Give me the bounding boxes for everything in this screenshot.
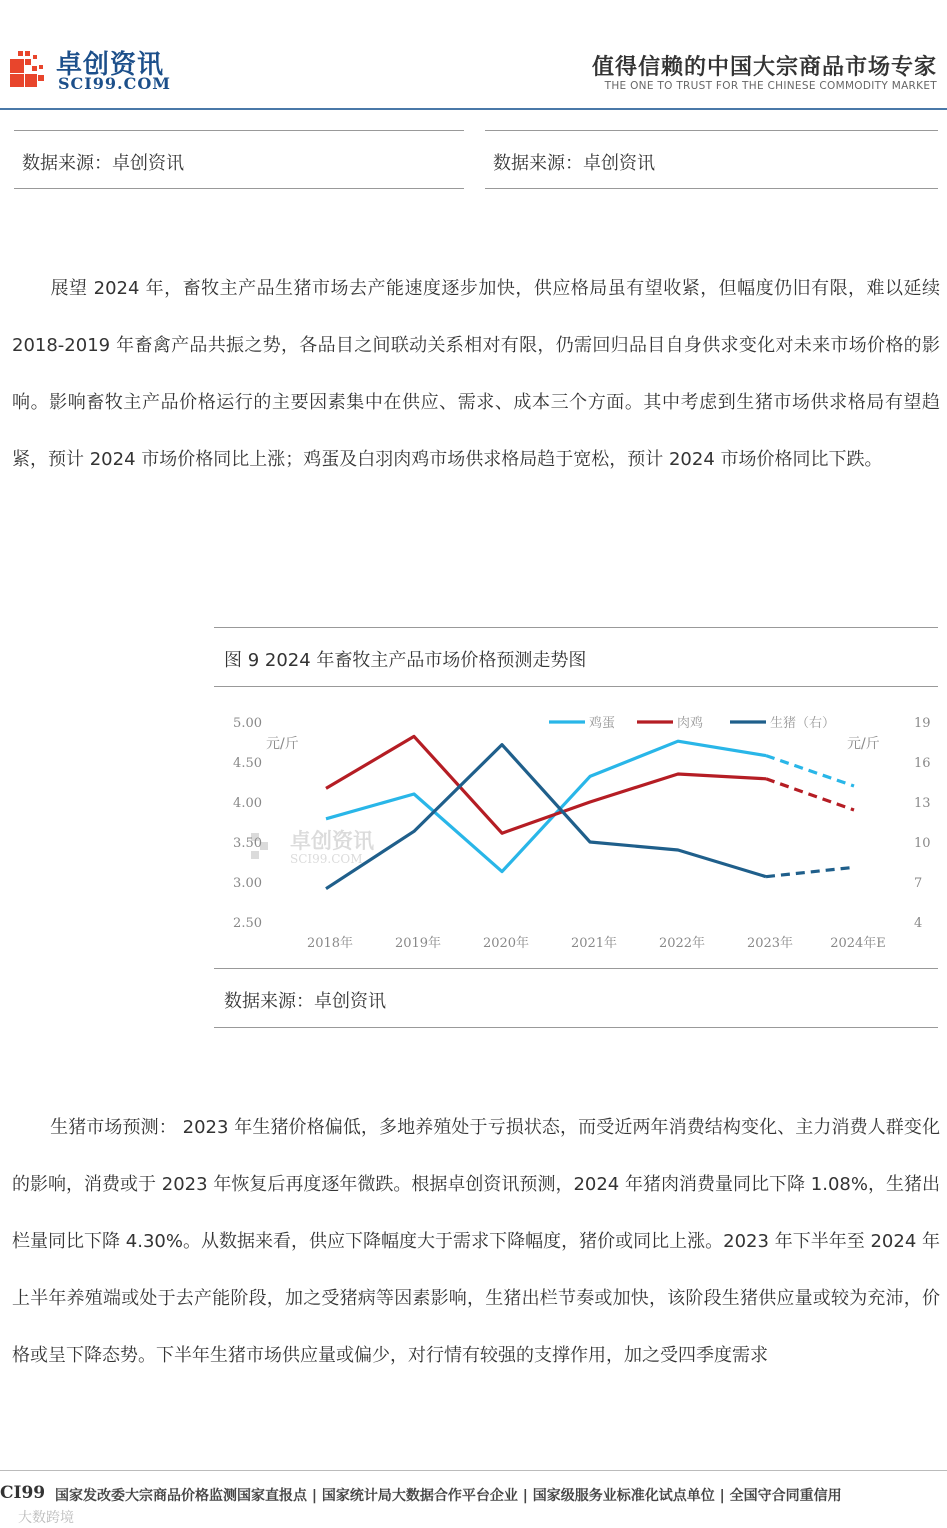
paragraph-hog-forecast [12,1099,940,1384]
series-line-forecast [766,779,854,810]
footer-logo: CI99 [0,1483,46,1503]
figure-title-box [214,627,938,687]
logo-english: SCI99.COM [58,74,171,93]
sci99-logo-icon [10,47,50,87]
x-tick-label: 2023年 [746,936,794,951]
source-label: 数据来源：卓创资讯 [22,153,184,174]
x-tick-label: 2019年 [394,936,442,951]
right-axis-ticks [914,716,931,931]
series-line-forecast [766,867,854,876]
left-tick-label: 5.00 [233,716,262,731]
series-line-actual [326,741,766,871]
left-axis-unit: 元/斤 [266,736,299,752]
price-forecast-chart [214,685,938,968]
right-tick-label: 19 [914,716,931,731]
watermark-cn: 卓创资讯 [290,829,374,853]
figure-source-box [214,968,938,1028]
right-tick-label: 16 [914,756,931,771]
left-tick-label: 4.00 [233,796,262,811]
right-tick-label: 10 [914,836,931,851]
left-tick-label: 2.50 [233,916,262,931]
logo-chinese: 卓创资讯 [56,50,165,80]
legend-label: 鸡蛋 [589,716,616,731]
watermark-en: SCI99.COM [290,852,363,866]
right-tick-label: 7 [914,876,923,891]
chart-watermark [251,829,375,866]
series-line-forecast [766,756,854,786]
left-tick-label: 4.50 [233,756,262,771]
legend-label: 生猪（右） [770,716,836,731]
figure-title: 图 9 2024 年畜牧主产品市场价格预测走势图 [224,650,587,671]
right-axis-unit: 元/斤 [847,736,880,752]
page-footer [0,1470,947,1528]
source-box-right [485,130,938,189]
paragraph-hog-forecast-text: 生猪市场预测： 2023 年生猪价格偏低，多地养殖处于亏损状态，而受近两年消费结构变化、主力消费人群变化的影响，消费或于 2023 年恢复后再度逐年微跌。根据卓创资讯预测，2024 年猪肉消费量同比下降 1.08%，生猪出栏量同比下降 4.30%。从数据来看，供应下降幅度大于需求下降幅度，猪价或同比上涨。2023 年下半年至 2024 年上半年养殖端或处于去产能阶段，加之受猪病等因素影响，生猪出栏节奏或加快，该阶段生猪供应量或较为充沛，价格或呈下降态势。下半年生猪市场供应量或偏少，对行情有较强的支撑作用，加之受四季度需求 [12,1117,940,1366]
source-label: 数据来源：卓创资讯 [493,153,655,174]
x-tick-label: 2018年 [306,936,354,951]
right-tick-label: 13 [914,796,931,811]
x-tick-label: 2020年 [482,936,530,951]
x-axis-ticks [307,935,886,951]
x-tick-label: 2022年 [658,936,706,951]
paragraph-outlook-text: 展望 2024 年，畜牧主产品生猪市场去产能速度逐步加快，供应格局虽有望收紧，但幅度仍旧有限，难以延续 2018-2019 年畜禽产品共振之势，各品目之间联动关系相对有限，仍需回归品目自身供求变化对未来市场价格的影响。影响畜牧主产品价格运行的主要因素集中在供应、需求、成本三个方面。其中考虑到生猪市场供求格局有望趋紧，预计 2024 市场价格同比上涨；鸡蛋及白羽肉鸡市场供求格局趋于宽松，预计 2024 市场价格同比下跌。 [12,278,940,470]
figure-9 [214,627,938,1027]
legend-label: 肉鸡 [677,716,704,731]
footer-credentials: 国家发改委大宗商品价格监测国家直报点 | 国家统计局大数据合作平台企业 | 国家级服务业标准化试点单位 | 全国守合同重信用 [55,1488,842,1504]
figure-source: 数据来源：卓创资讯 [224,991,386,1012]
x-tick-label: 2021年 [570,936,618,951]
slogan-english: THE ONE TO TRUST FOR THE CHINESE COMMODITY MARKET [604,80,937,92]
chart-series [326,736,854,888]
footer-watermark: 大数跨境 [18,1510,74,1526]
left-tick-label: 3.50 [233,836,262,851]
left-tick-label: 3.00 [233,876,262,891]
chart-legend [549,715,835,731]
right-tick-label: 4 [914,916,923,931]
series-line-actual [326,736,766,833]
left-axis-ticks [233,716,262,931]
paragraph-outlook [12,260,940,488]
source-box-left [14,130,464,189]
slogan-chinese: 值得信赖的中国大宗商品市场专家 [591,55,937,80]
x-tick-label: 2024年E [830,936,886,951]
page-header [0,0,947,110]
